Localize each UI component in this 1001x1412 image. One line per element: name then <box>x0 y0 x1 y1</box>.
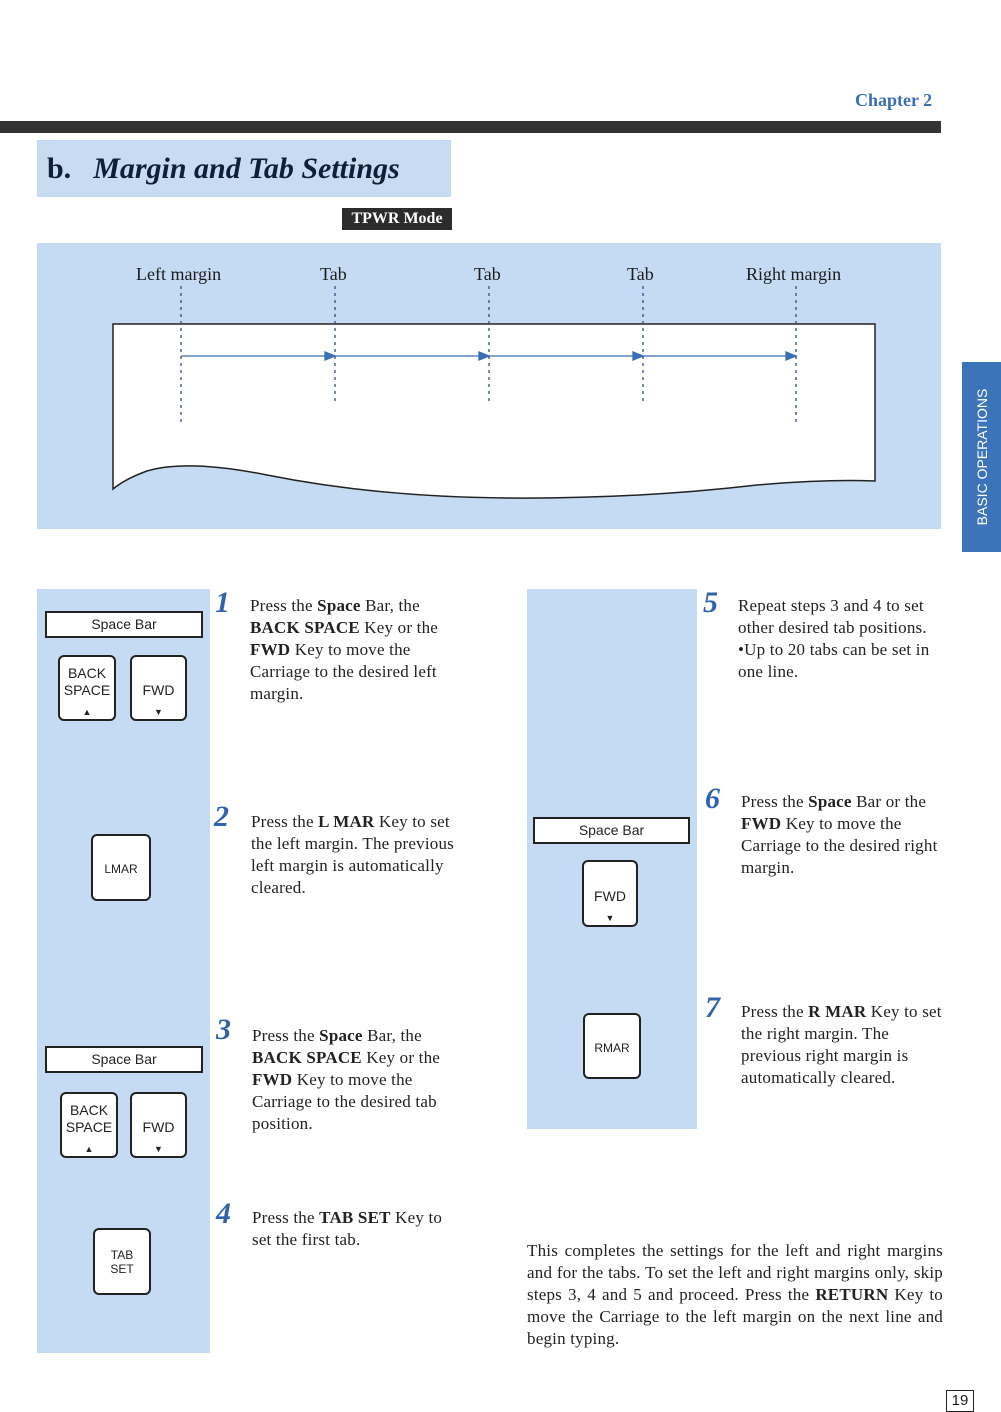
tab-label-3: Tab <box>627 264 654 284</box>
fwd-key-3 <box>582 860 638 927</box>
step-text-7: Press the R MAR Key to set the right margin. The previous right margin is automatically cleared. <box>741 1002 942 1087</box>
fwd-label: FWD <box>594 888 626 904</box>
step-text-1: Press the Space Bar, the BACK SPACE Key or the FWD Key to move the Carriage to the desired left margin. <box>250 596 439 703</box>
step-number-7: 7 <box>705 991 720 1024</box>
back-space-line2: SPACE <box>65 1119 113 1135</box>
rmar-key: RMAR <box>583 1013 641 1079</box>
chapter-label: Chapter 2 <box>855 90 933 110</box>
paper-sheet <box>113 324 875 498</box>
section-title <box>47 152 400 186</box>
back-space-line1: BACK <box>67 665 107 681</box>
step-text-2: Press the L MAR Key to set the left margin. The previous left margin is automatically cleared. <box>251 812 454 897</box>
space-bar-key-3: Space Bar <box>533 817 690 844</box>
back-space-key <box>58 655 116 721</box>
tab-set-line2: SET <box>110 1262 134 1276</box>
left-margin-label: Left margin <box>136 264 222 284</box>
step-number-3: 3 <box>216 1013 231 1046</box>
step-number-1: 1 <box>215 586 230 619</box>
back-space-line2: SPACE <box>63 682 111 698</box>
tab-set-line1: TAB <box>110 1248 134 1262</box>
back-space-key-2 <box>60 1092 118 1158</box>
arrow-down-icon: ▼ <box>154 707 163 717</box>
back-space-line1: BACK <box>69 1102 109 1118</box>
step-number-6: 6 <box>705 782 720 815</box>
arrow-down-icon: ▼ <box>154 1144 163 1154</box>
step-text-5: Repeat steps 3 and 4 to set other desired tab positions. •Up to 20 tabs can be set in one line. <box>738 595 942 683</box>
fwd-label: FWD <box>142 1119 175 1135</box>
tab-set-key <box>93 1228 151 1295</box>
side-tab <box>962 362 1001 552</box>
fwd-label: FWD <box>142 682 175 698</box>
section-name: Margin and Tab Settings <box>93 152 400 185</box>
lmar-key: LMAR <box>91 834 151 901</box>
step-number-4: 4 <box>216 1197 231 1230</box>
tab-label-1: Tab <box>320 264 347 284</box>
section-letter: b. <box>47 152 72 185</box>
fwd-key <box>130 655 187 721</box>
page-number: 19 <box>946 1390 974 1412</box>
diagram-svg <box>37 243 941 529</box>
arrow-down-icon: ▼ <box>605 913 615 923</box>
margin-tab-diagram <box>37 243 941 529</box>
header-rule <box>0 121 941 133</box>
tab-label-2: Tab <box>474 264 501 284</box>
step-text-4: Press the TAB SET Key to set the first tab. <box>252 1208 443 1249</box>
step-text-3: Press the Space Bar, the BACK SPACE Key or the FWD Key to move the Carriage to the desired tab position. <box>252 1026 441 1133</box>
arrow-up-icon: ▲ <box>82 707 92 717</box>
mode-badge: TPWR Mode <box>342 208 452 230</box>
step-number-2: 2 <box>214 800 229 833</box>
step-5-bullet: •Up to 20 tabs can be set in one line. <box>738 640 930 681</box>
side-tab-label: BASIC OPERATIONS <box>973 388 990 526</box>
fwd-key-2 <box>130 1092 187 1158</box>
space-bar-key: Space Bar <box>45 611 203 638</box>
space-bar-key-2: Space Bar <box>45 1046 203 1073</box>
right-margin-label: Right margin <box>746 264 842 284</box>
conclusion-text: This completes the settings for the left and right margins and for the tabs. To set the left and right margins only, skip steps 3, 4 and 5 and proceed. Press the RETURN Key to move the Carriage to the left margin on the next line and begin typing. <box>527 1241 943 1348</box>
step-text-6: Press the Space Bar or the FWD Key to move the Carriage to the desired right margin. <box>741 792 938 877</box>
arrow-up-icon: ▲ <box>84 1144 94 1154</box>
step-number-5: 5 <box>703 586 718 619</box>
